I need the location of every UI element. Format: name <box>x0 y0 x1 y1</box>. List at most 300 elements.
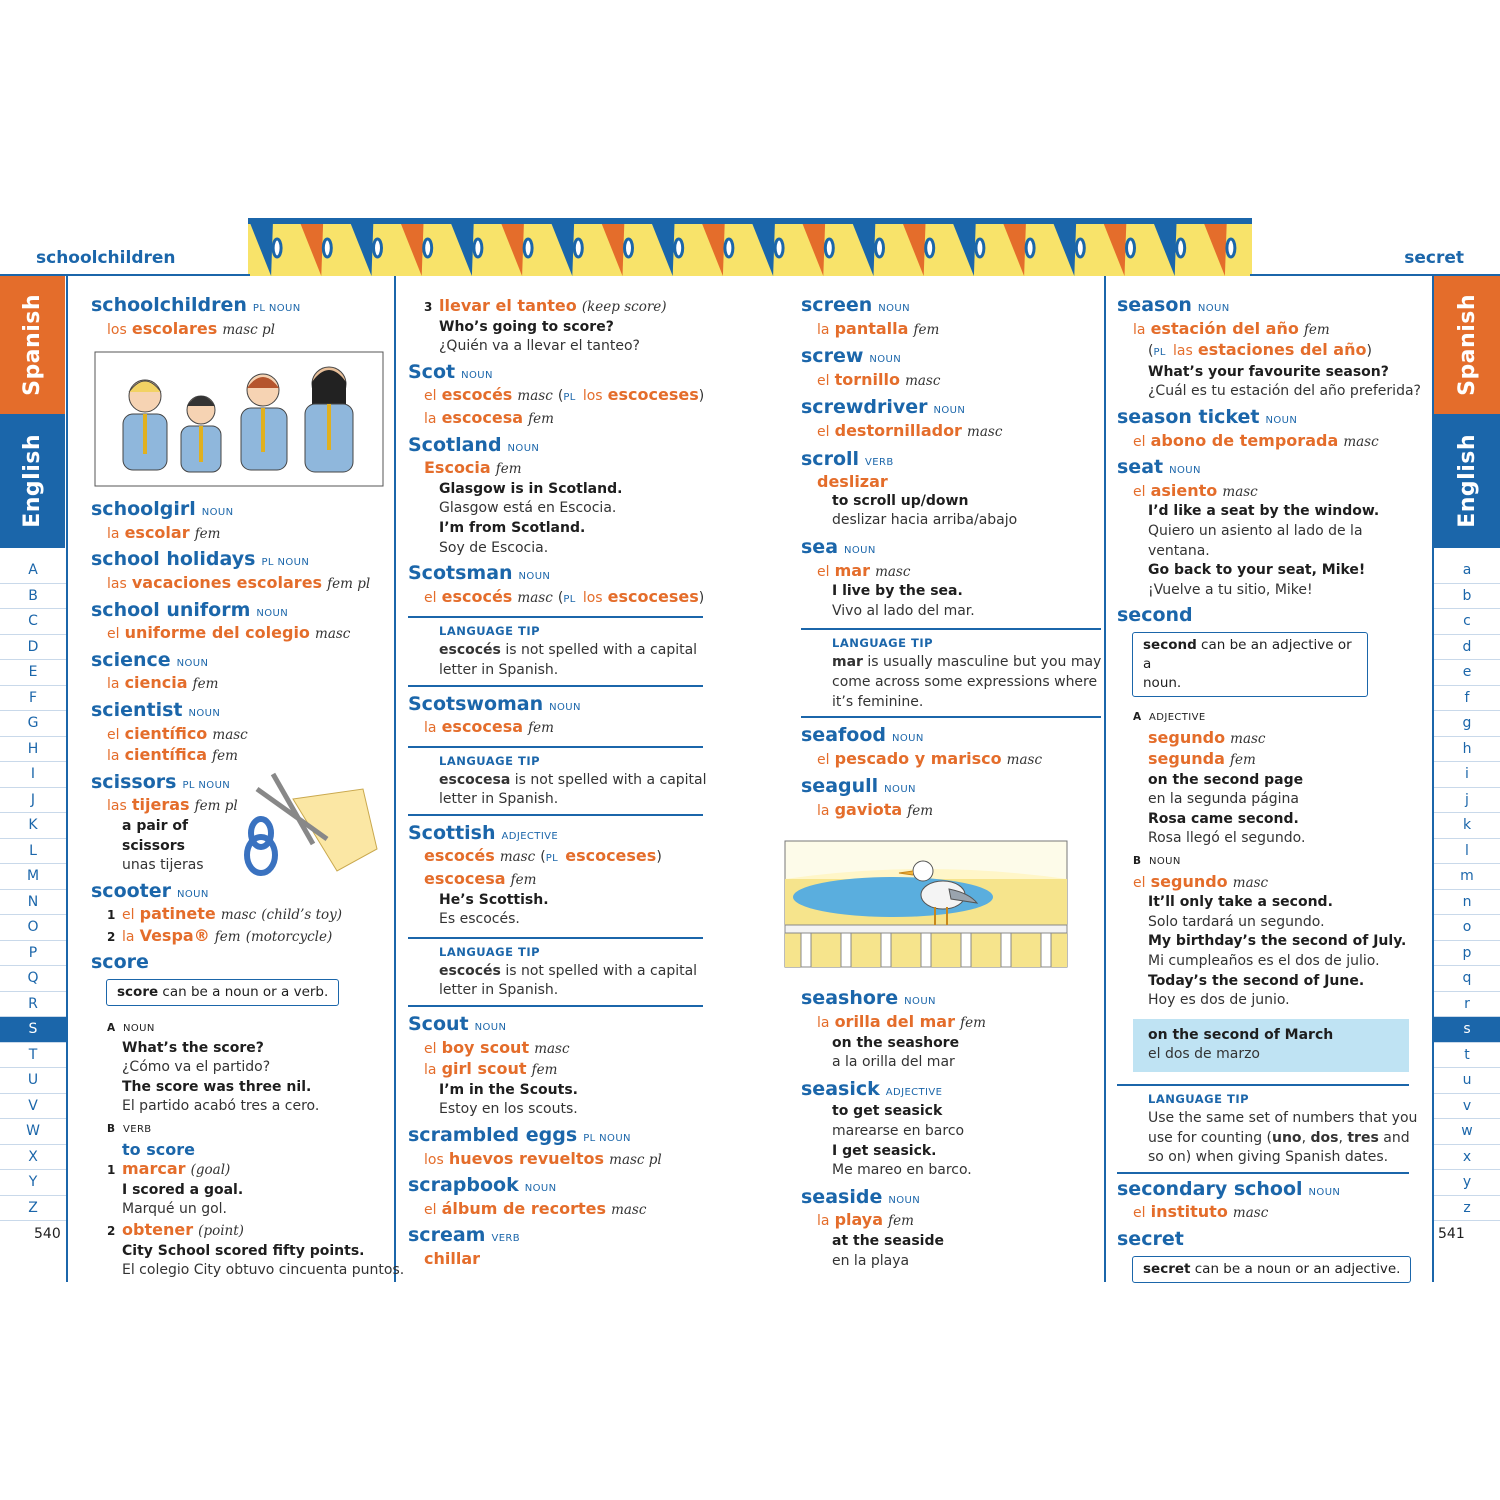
translation: asiento <box>1150 480 1218 500</box>
alphabet-index-letter-e[interactable]: E <box>0 660 66 686</box>
article: la <box>1133 321 1146 338</box>
headword: Scottish <box>408 821 496 844</box>
grammar-note: fem <box>495 461 522 478</box>
example-spanish: ( <box>540 849 546 866</box>
headword: science <box>91 648 171 671</box>
example-spanish: Es escocés. <box>439 911 520 928</box>
example-spanish: letter in Spanish. <box>439 791 559 808</box>
headword: seafood <box>801 724 886 747</box>
grammar-note: (child’s toy) <box>261 907 343 924</box>
entry-line <box>801 421 1101 443</box>
alphabet-index-letter-y[interactable]: y <box>1434 1170 1500 1196</box>
alphabet-index-letter-f[interactable]: F <box>0 686 66 712</box>
alphabet-index-letter-k[interactable]: k <box>1434 813 1500 839</box>
part-of-speech: PL <box>1153 347 1166 359</box>
entry-line <box>1117 481 1417 503</box>
translation: llevar el tanteo <box>439 296 577 315</box>
language-tip-heading: LANGUAGE TIP <box>439 624 541 639</box>
entry-text: can be a noun or a verb. <box>158 984 329 1001</box>
entry-text: use for counting ( <box>1148 1129 1272 1146</box>
part-of-speech: VERB <box>123 1124 152 1136</box>
headword: score <box>91 951 149 974</box>
alphabet-index-letter-u[interactable]: U <box>0 1068 66 1094</box>
article: el <box>1133 433 1146 450</box>
part-of-speech: NOUN <box>888 1194 921 1206</box>
entry-line <box>91 500 391 523</box>
entry-line <box>1117 728 1417 750</box>
article: la <box>817 1213 830 1230</box>
alphabet-index-letter-m[interactable]: m <box>1434 864 1500 890</box>
example-english: My birthday’s the second of July. <box>1148 933 1407 950</box>
bunting-dot <box>675 239 683 257</box>
translation: escolar <box>124 522 190 542</box>
alphabet-index-letter-d[interactable]: d <box>1434 635 1500 661</box>
entry-text <box>881 933 891 967</box>
example-spanish: ventana. <box>1148 542 1210 559</box>
alphabet-index-letter-x[interactable]: x <box>1434 1145 1500 1171</box>
headword: season ticket <box>1117 405 1260 428</box>
part-of-speech: NOUN <box>549 701 581 713</box>
entry-line <box>1117 431 1417 453</box>
entry-text: escocés <box>439 642 501 659</box>
article: el <box>107 726 120 743</box>
alphabet-index-letter-l[interactable]: l <box>1434 839 1500 865</box>
alphabet-index-letter-c[interactable]: C <box>0 609 66 635</box>
example-english: Rosa came second. <box>1148 810 1299 827</box>
headword: school holidays <box>91 548 256 571</box>
grammar-note: (point) <box>198 1223 244 1239</box>
headword: Scotland <box>408 433 502 456</box>
entry-line <box>408 1249 703 1269</box>
alphabet-index-letter-u[interactable]: u <box>1434 1068 1500 1094</box>
bunting-dot <box>725 239 733 257</box>
part-of-speech: PL NOUN <box>583 1133 631 1144</box>
entry-line <box>91 1220 391 1242</box>
example-english: to scroll up/down <box>832 492 969 509</box>
alphabet-index-letter-s[interactable]: S <box>0 1017 66 1043</box>
page-number-right: 541 <box>1438 1226 1465 1242</box>
entry-text <box>841 933 851 967</box>
alphabet-index-letter-p[interactable]: P <box>0 941 66 967</box>
entry-line <box>1117 606 1417 626</box>
entry-line <box>91 319 391 341</box>
alphabet-index-letter-x[interactable]: X <box>0 1145 66 1171</box>
alphabet-index-letter-b[interactable]: b <box>1434 584 1500 610</box>
translation: obtener <box>122 1220 194 1239</box>
article: la <box>424 1062 437 1079</box>
translation: escoceses <box>607 586 699 606</box>
example-english: I’m in the Scouts. <box>439 1081 578 1098</box>
alphabet-index-letter-r[interactable]: R <box>0 992 66 1018</box>
example-spanish: Me mareo en barco. <box>832 1162 972 1179</box>
language-tip <box>408 937 703 1007</box>
language-tip <box>801 628 1101 718</box>
example-english: Go back to your seat, Mike! <box>1148 562 1366 579</box>
translation: segunda <box>1148 749 1225 769</box>
alphabet-index-letter-f[interactable]: f <box>1434 686 1500 712</box>
grammar-note: masc pl <box>222 321 275 338</box>
article: las <box>1172 343 1193 360</box>
translation: escoceses <box>565 846 657 866</box>
entry-text <box>921 933 931 967</box>
part-of-speech: VERB <box>865 456 894 468</box>
entry-line <box>408 1199 703 1221</box>
headword: scroll <box>801 447 860 470</box>
headword: Scotsman <box>408 562 513 585</box>
entry-text <box>1001 933 1011 967</box>
entry-text: score <box>117 984 159 1001</box>
article: el <box>424 1040 437 1057</box>
headword: scrambled eggs <box>408 1124 578 1146</box>
entry-line <box>801 447 1101 473</box>
entry-text <box>913 861 933 881</box>
entry-line <box>408 360 703 386</box>
entry-line <box>91 1159 391 1181</box>
part-of-speech: NOUN <box>518 571 551 583</box>
article: los <box>582 388 603 405</box>
entry-text: , <box>1338 1129 1348 1146</box>
entry-line <box>408 1038 703 1060</box>
alphabet-index-letter-h[interactable]: h <box>1434 737 1500 763</box>
grammar-note: fem <box>1303 321 1330 338</box>
part-of-speech: NOUN <box>256 607 289 619</box>
translation: deslizar <box>817 472 888 492</box>
headword: school uniform <box>91 598 251 621</box>
part-of-speech: NOUN <box>892 733 924 745</box>
bunting-string <box>248 218 1252 224</box>
entry-text: dos <box>1310 1129 1339 1146</box>
grammar-note: fem <box>214 928 241 945</box>
example-spanish: Mi cumpleaños es el dos de julio. <box>1148 953 1380 970</box>
alphabet-index-letter-a[interactable]: a <box>1434 558 1500 584</box>
alphabet-index-letter-g[interactable]: g <box>1434 711 1500 737</box>
grammar-note: masc <box>212 726 248 743</box>
tab-spanish-left[interactable] <box>0 276 65 414</box>
headword: secondary school <box>1117 1177 1303 1200</box>
entry-text: tres <box>1347 1129 1379 1146</box>
entry-line <box>91 904 391 926</box>
example-english: What’s your favourite season? <box>1148 363 1389 380</box>
article: la <box>817 1015 830 1032</box>
alphabet-index-letter-c[interactable]: c <box>1434 609 1500 635</box>
entry-line <box>91 724 391 746</box>
example-spanish: Estoy en los scouts. <box>439 1101 578 1118</box>
schoolchildren-illustration <box>93 348 385 490</box>
bunting-dot <box>574 239 582 257</box>
grammar-note: (goal) <box>190 1162 231 1179</box>
part-of-speech: NOUN <box>1149 856 1181 868</box>
example-english: to get seasick <box>832 1103 943 1120</box>
alphabet-index-letter-v[interactable]: V <box>0 1094 66 1120</box>
example-spanish: ( <box>1148 343 1154 360</box>
language-tip <box>1117 1084 1418 1174</box>
alphabet-index-letter-t[interactable]: t <box>1434 1043 1500 1069</box>
alphabet-index-letter-i[interactable]: I <box>0 762 66 788</box>
entry-line <box>408 821 703 847</box>
usage-note-box <box>1132 1256 1411 1283</box>
translation: segundo <box>1150 871 1228 891</box>
alphabet-index-letter-o[interactable]: O <box>0 915 66 941</box>
example-spanish: Hoy es dos de junio. <box>1148 992 1290 1009</box>
alphabet-index-letter-o[interactable]: o <box>1434 915 1500 941</box>
example-spanish: ) <box>1366 343 1372 360</box>
translation: segundo <box>1148 727 1226 747</box>
alphabet-index-letter-a[interactable]: A <box>0 558 66 584</box>
grammar-note: fem <box>528 410 554 427</box>
part-of-speech: PL <box>563 593 576 605</box>
entry-text: second <box>1143 636 1197 653</box>
entry-line <box>91 550 391 573</box>
translation: abono de temporada <box>1150 430 1339 450</box>
alphabet-index-letter-g[interactable]: G <box>0 711 66 737</box>
highlight-example-box <box>1133 1019 1409 1072</box>
entry-text <box>251 819 271 847</box>
tab-spanish-right[interactable] <box>1434 276 1500 414</box>
entry-text: is not spelled with a capital <box>500 962 698 979</box>
entry-line <box>1117 872 1417 894</box>
headword: scooter <box>91 879 172 902</box>
headword: season <box>1117 294 1192 316</box>
translation: escocesa <box>424 869 506 889</box>
alphabet-index-letter-i[interactable]: i <box>1434 762 1500 788</box>
entry-line <box>408 458 703 480</box>
grammar-note: masc <box>1232 874 1269 891</box>
bunting-dot <box>1076 239 1084 257</box>
example-spanish: en la playa <box>832 1252 910 1269</box>
headword: seashore <box>801 987 899 1010</box>
example-spanish: marearse en barco <box>832 1123 965 1140</box>
translation: escocesa <box>441 717 524 737</box>
entry-text: is usually masculine but you may <box>862 654 1102 671</box>
bunting-banner <box>248 218 1252 280</box>
example-spanish: letter in Spanish. <box>439 982 559 999</box>
translation: mar <box>834 560 870 580</box>
bunting-dot <box>1227 239 1235 257</box>
article: el <box>424 388 437 405</box>
part-of-speech: PL NOUN <box>182 779 231 791</box>
alphabet-index-letter-p[interactable]: p <box>1434 941 1500 967</box>
entry-line <box>91 523 391 545</box>
tab-label: English <box>20 434 45 528</box>
tab-english-left[interactable] <box>0 414 65 548</box>
alphabet-index-letter-n[interactable]: n <box>1434 890 1500 916</box>
bunting-dot <box>625 239 633 257</box>
alphabet-index-letter-k[interactable]: K <box>0 813 66 839</box>
translation: vacaciones escolares <box>131 572 323 592</box>
entry-line <box>408 564 703 587</box>
example-english: I’d like a seat by the window. <box>1148 503 1380 520</box>
entry-line <box>801 1185 1101 1211</box>
translation: escocés <box>441 385 513 405</box>
entry-line <box>408 869 703 891</box>
alphabet-index-letter-w[interactable]: W <box>0 1119 66 1145</box>
article: el <box>1133 874 1146 891</box>
entry-line <box>91 673 391 695</box>
alphabet-index-letter-r[interactable]: r <box>1434 992 1500 1018</box>
part-of-speech: NOUN <box>1265 414 1298 426</box>
entry-line <box>408 717 703 739</box>
part-of-speech: NOUN <box>884 784 916 796</box>
alphabet-index-letter-m[interactable]: M <box>0 864 66 890</box>
grammar-note: fem pl <box>194 798 238 815</box>
entry-line <box>91 745 391 767</box>
article: la <box>424 410 437 427</box>
article: el <box>107 626 120 643</box>
example-spanish: it’s feminine. <box>832 693 924 710</box>
example-spanish: Glasgow está en Escocia. <box>439 500 617 517</box>
tab-english-right[interactable] <box>1434 414 1500 548</box>
headword: schoolgirl <box>91 498 196 521</box>
example-english: The score was three nil. <box>122 1078 312 1095</box>
example-spanish: el dos de marzo <box>1148 1046 1260 1063</box>
entry-text <box>91 770 391 876</box>
part-of-speech: ADJECTIVE <box>885 1086 943 1098</box>
entry-line <box>801 800 1101 822</box>
column-rule <box>394 276 396 1282</box>
grammar-note: masc pl <box>609 1151 662 1168</box>
alphabet-index-letter-q[interactable]: Q <box>0 966 66 992</box>
alphabet-index-letter-j[interactable]: J <box>0 788 66 814</box>
translation: instituto <box>1150 1202 1228 1222</box>
alphabet-index-letter-t[interactable]: T <box>0 1043 66 1069</box>
example-english: What’s the score? <box>122 1039 264 1056</box>
example-english: at the seaside <box>832 1233 944 1249</box>
entry-line <box>1117 1202 1417 1224</box>
translation: chillar <box>424 1248 481 1268</box>
entry-text: is not spelled with a capital <box>500 642 698 659</box>
entry-text <box>801 933 811 967</box>
translation: patinete <box>139 904 216 924</box>
example-spanish: ( <box>557 388 564 405</box>
example-english: I live by the sea. <box>832 583 963 600</box>
alphabet-index-letter-e[interactable]: e <box>1434 660 1500 686</box>
part-of-speech: NOUN <box>201 507 234 519</box>
headword: Scout <box>408 1013 469 1036</box>
article: la <box>817 321 830 338</box>
part-of-speech: NOUN <box>176 657 209 669</box>
headword: screw <box>801 345 864 368</box>
bunting-dot <box>825 239 833 257</box>
tab-label: English <box>1454 434 1480 528</box>
example-spanish: unas tijeras <box>122 857 204 874</box>
example-spanish: en la segunda página <box>1148 791 1300 808</box>
headword: Scotswoman <box>408 692 544 715</box>
alphabet-index-letter-q[interactable]: q <box>1434 966 1500 992</box>
headword: seagull <box>801 775 879 798</box>
article: el <box>817 563 830 580</box>
headword: seaside <box>801 1185 883 1208</box>
example-spanish: Soy de Escocia. <box>439 539 549 556</box>
sense-number: 1 <box>107 908 116 923</box>
entry-text <box>785 925 1067 933</box>
entry-text: escocesa <box>439 771 511 788</box>
example-english: Who’s going to score? <box>439 318 614 335</box>
example-spanish <box>832 653 1101 673</box>
translation: orilla del mar <box>834 1012 955 1032</box>
language-tip-heading: LANGUAGE TIP <box>439 944 541 959</box>
bunting-dot <box>775 239 783 257</box>
entry-line <box>1117 296 1417 319</box>
scissors-illustration <box>233 769 383 879</box>
entry-line <box>408 1015 703 1038</box>
grammar-note: masc <box>315 626 351 643</box>
bunting-dot <box>273 239 281 257</box>
language-tip-heading: LANGUAGE TIP <box>832 636 934 651</box>
alphabet-index-letter-z[interactable]: z <box>1434 1196 1500 1222</box>
grammar-note: masc <box>1230 730 1266 747</box>
sense-number: A <box>107 1022 116 1035</box>
entry-schoolchildren <box>91 296 391 319</box>
article: la <box>107 748 120 765</box>
entry-text: secret <box>1143 1260 1191 1277</box>
entry-line <box>1117 705 1417 728</box>
entry-line <box>408 587 703 610</box>
grammar-note: masc <box>967 423 1003 440</box>
bunting-dot <box>374 239 382 257</box>
example-spanish: Solo tardará un segundo. <box>1148 913 1325 930</box>
example-spanish <box>439 962 703 982</box>
grammar-note: fem <box>194 525 221 542</box>
entry-text: is not spelled with a capital <box>510 771 707 788</box>
translation: ciencia <box>124 673 188 693</box>
alphabet-index-letter-z[interactable]: Z <box>0 1196 66 1222</box>
example-spanish: ¿Quién va a llevar el tanteo? <box>439 338 640 355</box>
grammar-note: masc <box>517 589 553 606</box>
entry-line <box>91 1016 391 1039</box>
alphabet-index-letter-w[interactable]: w <box>1434 1119 1500 1145</box>
alphabet-index-letter-d[interactable]: D <box>0 635 66 661</box>
alphabet-index-letter-b[interactable]: B <box>0 584 66 610</box>
translation: tijeras <box>131 795 190 815</box>
alphabet-index-letter-s[interactable]: s <box>1434 1017 1500 1043</box>
alphabet-index-letter-v[interactable]: v <box>1434 1094 1500 1120</box>
part-of-speech: NOUN <box>878 303 911 314</box>
grammar-note: masc <box>875 563 911 580</box>
alphabet-index-letter-n[interactable]: N <box>0 890 66 916</box>
article: la <box>122 928 135 945</box>
grammar-note: masc <box>1343 433 1379 450</box>
alphabet-index-letter-j[interactable]: j <box>1434 788 1500 814</box>
bunting-dot <box>524 239 532 257</box>
example-english: on the second page <box>1148 771 1304 788</box>
headword: seat <box>1117 456 1164 479</box>
headword: schoolchildren <box>91 294 247 316</box>
grammar-note: masc <box>1222 483 1258 500</box>
column-rule <box>66 276 68 1282</box>
translation: escocés <box>424 846 495 866</box>
alphabet-index-letter-h[interactable]: H <box>0 737 66 763</box>
sense-number: B <box>107 1123 116 1136</box>
translation: escocesa <box>441 407 524 427</box>
bunting-dot <box>1177 239 1185 257</box>
example-spanish: ¡Vuelve a tu sitio, Mike! <box>1148 581 1313 598</box>
bunting-dot <box>976 239 984 257</box>
example-spanish: a la orilla del mar <box>832 1054 955 1071</box>
example-english: a pair of <box>122 817 189 834</box>
alphabet-index-letter-l[interactable]: L <box>0 839 66 865</box>
part-of-speech: NOUN <box>869 354 902 366</box>
part-of-speech: NOUN <box>904 996 936 1008</box>
example-spanish: El partido acabó tres a cero. <box>122 1098 320 1115</box>
bunting-dot <box>926 239 934 257</box>
alphabet-index-letter-y[interactable]: Y <box>0 1170 66 1196</box>
entry-line <box>1117 749 1417 771</box>
entry-line <box>801 296 1101 319</box>
bunting-dot <box>323 239 331 257</box>
language-tip <box>408 616 703 686</box>
grammar-note: fem <box>510 872 537 889</box>
part-of-speech: NOUN <box>177 888 209 900</box>
